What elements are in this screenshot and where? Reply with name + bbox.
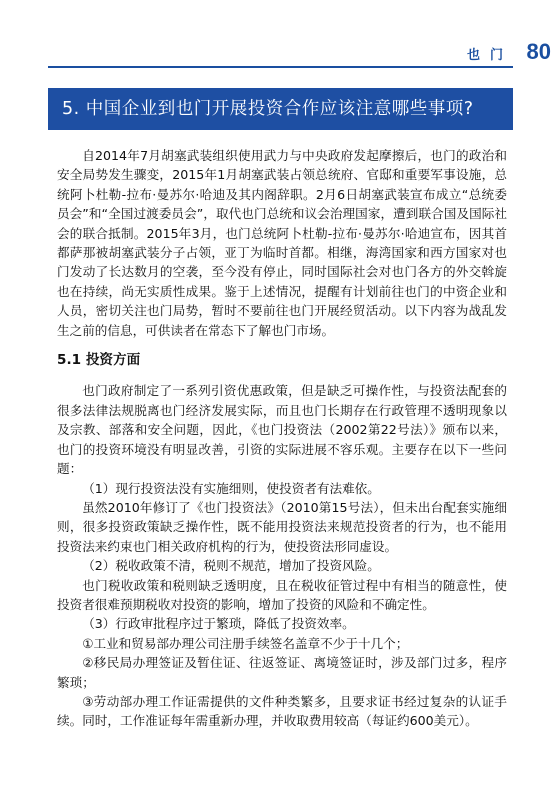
page-number: 80 — [526, 39, 551, 64]
page-body — [57, 146, 507, 731]
issue-3-title: （3）行政审批程序过于繁琐，降低了投资效率。 — [82, 616, 355, 632]
running-header-country: 也门 — [466, 47, 513, 62]
chapter-title: 5. 中国企业到也门开展投资合作应该注意哪些事项? — [62, 99, 474, 119]
issue-2-body: 也门税收政策和税则缺乏透明度，且在税收征管过程中有相当的随意性，使投资者很难预期税收对投资的影响，增加了投资的风险和不确定性。 — [57, 577, 507, 612]
issue-1-body: 虽然2010年修订了《也门投资法》（2010第15号法），但未出台配套实施细则，很多投资政策缺乏操作性，既不能用投资法来规范投资者的行为，也不能用投资法来约束也门相关政府机构的行为，使投资法形同虚设。 — [57, 499, 507, 554]
page-header — [0, 0, 559, 70]
issue-2-title: （2）税收政策不清，税则不规范，增加了投资风险。 — [82, 558, 380, 574]
section-heading: 5.1 投资方面 — [57, 352, 141, 369]
chapter-title-banner — [48, 88, 513, 130]
issue-3-sub-3: ③劳动部办理工作证需提供的文件种类繁多，且要求证书经过复杂的认证手续。同时，工作准证每年需重新办理，并收取费用较高（每证约600美元）。 — [57, 693, 507, 729]
intro-paragraph: 自2014年7月胡塞武装组织使用武力与中央政府发起摩擦后，也门的政治和安全局势发生骤变，2015年1月胡塞武装占领总统府、官邸和重要军事设施，总统阿卜杜勒-拉布·曼苏尔·哈迪及其内阁辞职。2月6日胡塞武装宣布成立“总统委员会”和“全国过渡委员会”，取代也门总统和议会治理国家，遭到联合国及国际社会的联合抵制。2015年3月，也门总统阿卜杜勒-拉布·曼苏尔·哈迪宣布，因其首都萨那被胡塞武装分子占领，亚丁为临时首都。相继，海湾国家和西方国家对也门发动了长达数月的空袭，至今没有停止，同时国际社会对也门各方的外交斡旋也在持续，尚无实质性成果。鉴于上述情况，提醒有计划前往也门的中资企业和人员，密切关注也门局势，暂时不要前往也门开展经贸活动。以下内容为战乱发生之前的信息，可供读者在常态下了解也门市场。 — [57, 148, 507, 338]
issue-3-sub-2: ②移民局办理签证及暂住证、往返签证、离境签证时，涉及部门过多，程序繁琐； — [57, 655, 507, 690]
issue-1-title: （1）现行投资法没有实施细则，使投资者有法难依。 — [82, 480, 380, 496]
issue-3-sub-1: ①工业和贸易部办理公司注册手续签名盖章不少于十几个； — [82, 635, 409, 651]
section-paragraph: 也门政府制定了一系列引资优惠政策，但是缺乏可操作性，与投资法配套的很多法律法规脱离也门经济发展实际，而且也门长期存在行政管理不透明现象以及宗教、部落和安全问题，因此，《也门投资法（2002第22号法）》颁布以来，也门的投资环境没有明显改善，引资的实际进展不容乐观。主要存在以下一些问题： — [57, 383, 507, 477]
header-divider — [48, 66, 513, 68]
